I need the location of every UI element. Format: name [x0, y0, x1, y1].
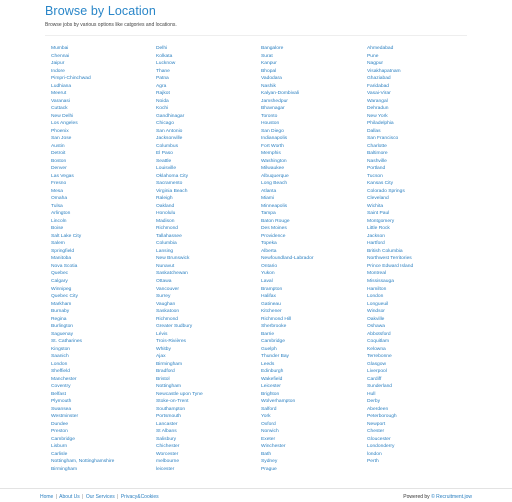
location-link[interactable]: St Albans: [156, 429, 177, 435]
location-link[interactable]: Gatineau: [261, 301, 281, 307]
location-link[interactable]: Nottingham, Nottinghamshire: [51, 459, 115, 465]
location-link[interactable]: Quebec: [51, 271, 69, 277]
location-link[interactable]: Nunavut: [156, 263, 175, 269]
location-link[interactable]: Londonderry: [367, 444, 395, 450]
location-link[interactable]: St. Catharines: [51, 339, 82, 345]
location-link[interactable]: Chennai: [51, 53, 70, 59]
location-link[interactable]: Leeds: [261, 361, 275, 367]
location-link[interactable]: Boise: [51, 226, 64, 232]
location-link[interactable]: Tulsa: [51, 203, 63, 209]
location-link[interactable]: Bradford: [156, 369, 175, 375]
location-link[interactable]: Noida: [156, 98, 169, 104]
location-link[interactable]: Phoenix: [51, 128, 69, 134]
location-link[interactable]: leicester: [156, 466, 175, 472]
location-link[interactable]: Glasgow: [367, 361, 387, 367]
location-link[interactable]: Vancouver: [156, 286, 180, 292]
location-link[interactable]: Newfoundland-Labrador: [261, 256, 314, 262]
location-link[interactable]: Colorado Springs: [367, 188, 405, 194]
location-link[interactable]: Sacramento: [156, 181, 183, 187]
location-link[interactable]: Ontario: [261, 263, 278, 269]
location-link[interactable]: Bhavnagar: [261, 106, 285, 112]
location-link[interactable]: Columbia: [156, 241, 177, 247]
location-link[interactable]: Patna: [156, 76, 169, 82]
location-link[interactable]: San Jose: [51, 136, 72, 142]
location-link[interactable]: Delhi: [156, 46, 168, 51]
location-link[interactable]: New York: [367, 113, 388, 119]
location-link[interactable]: Ludhiana: [51, 83, 72, 89]
location-link[interactable]: Detroit: [51, 151, 66, 157]
location-link[interactable]: Nagpur: [367, 61, 384, 67]
location-link[interactable]: Longueuil: [367, 301, 389, 307]
location-link[interactable]: Kochi: [156, 106, 169, 112]
location-link[interactable]: Lancaster: [156, 421, 178, 427]
footer-nav: [40, 494, 159, 500]
location-link[interactable]: Richmond: [156, 226, 179, 232]
location-link[interactable]: Newcastle upon Tyne: [156, 391, 203, 397]
location-link[interactable]: Sheffield: [51, 369, 70, 375]
location-column-4: [367, 45, 472, 466]
location-link[interactable]: Dehradun: [367, 106, 389, 112]
location-link[interactable]: Baton Rouge: [261, 218, 290, 224]
location-link[interactable]: Norwich: [261, 429, 279, 435]
location-link[interactable]: Brighton: [261, 391, 280, 397]
location-link[interactable]: Richmond Hill: [261, 316, 292, 322]
location-link[interactable]: Tallahassee: [156, 233, 182, 239]
location-link[interactable]: Baltimore: [367, 151, 388, 157]
location-link[interactable]: Coquitlam: [367, 339, 390, 345]
location-link[interactable]: Plymouth: [51, 399, 72, 405]
location-link[interactable]: Jackson: [367, 233, 385, 239]
location-link[interactable]: Lansing: [156, 248, 174, 254]
location-link[interactable]: Vasai-Virar: [367, 91, 391, 97]
location-link[interactable]: Salem: [51, 241, 65, 247]
location-link[interactable]: Southampton: [156, 406, 186, 412]
location-column-1: [51, 45, 156, 473]
location-link[interactable]: Philadelphia: [367, 121, 394, 127]
location-link[interactable]: Newport: [367, 421, 386, 427]
location-link[interactable]: Prague: [261, 466, 277, 472]
location-link[interactable]: Vadodara: [261, 76, 282, 82]
location-link[interactable]: Carlisle: [51, 451, 68, 457]
location-link[interactable]: Terrebonne: [367, 354, 392, 360]
footer-separator: |: [117, 494, 119, 500]
location-link[interactable]: Madison: [156, 218, 175, 224]
location-link[interactable]: Burlington: [51, 324, 74, 330]
location-link[interactable]: Lincoln: [51, 218, 67, 224]
location-link[interactable]: Barrie: [261, 331, 275, 337]
location-link[interactable]: Bangalore: [261, 46, 284, 51]
location-link[interactable]: Calgary: [51, 278, 68, 284]
footer-link-our-services[interactable]: Our Services: [85, 494, 115, 500]
location-link[interactable]: Prince Edward Island: [367, 263, 414, 269]
location-link[interactable]: Stoke-on-Trent: [156, 399, 189, 405]
location-link[interactable]: Portland: [367, 166, 386, 172]
location-link[interactable]: Fresno: [51, 181, 67, 187]
location-link[interactable]: Brampton: [261, 286, 283, 292]
location-link[interactable]: Cambridge: [261, 339, 285, 345]
location-link[interactable]: Varanasi: [51, 98, 70, 104]
location-link[interactable]: York: [261, 414, 271, 420]
location-link[interactable]: Saskatchewan: [156, 271, 188, 277]
location-link[interactable]: Leicester: [261, 384, 281, 390]
location-link[interactable]: Bristol: [156, 376, 170, 382]
location-link[interactable]: Manitoba: [51, 256, 72, 262]
location-link[interactable]: Ghaziabad: [367, 76, 391, 82]
location-link[interactable]: Oakland: [156, 203, 175, 209]
location-link[interactable]: Thane: [156, 68, 170, 74]
location-link[interactable]: Markham: [51, 301, 72, 307]
footer-link-about-us[interactable]: About Us: [59, 494, 80, 500]
location-link[interactable]: Ahmedabad: [367, 46, 394, 51]
location-link[interactable]: Tucson: [367, 173, 383, 179]
location-link[interactable]: Indore: [51, 68, 65, 74]
location-link[interactable]: Minneapolis: [261, 203, 288, 209]
location-link[interactable]: Virginia Beach: [156, 188, 188, 194]
location-link[interactable]: British Columbia: [367, 248, 403, 254]
location-link[interactable]: Oakville: [367, 316, 385, 322]
location-link[interactable]: Cleveland: [367, 196, 389, 202]
location-link[interactable]: Memphis: [261, 151, 281, 157]
location-link[interactable]: Wolverhampton: [261, 399, 296, 405]
location-link[interactable]: Jaipur: [51, 61, 65, 67]
location-link[interactable]: Lucknow: [156, 61, 176, 67]
location-link[interactable]: Whitby: [156, 346, 171, 352]
header-divider: [45, 35, 467, 36]
location-link[interactable]: Omaha: [51, 196, 68, 202]
location-column-3: [261, 45, 366, 473]
location-link[interactable]: Tampa: [261, 211, 276, 217]
location-link[interactable]: Raleigh: [156, 196, 173, 202]
location-link[interactable]: Atlanta: [261, 188, 277, 194]
location-link[interactable]: Peterborough: [367, 414, 397, 420]
location-link[interactable]: Belfast: [51, 391, 66, 397]
location-link[interactable]: Lévis: [156, 331, 168, 337]
location-link[interactable]: Charlotte: [367, 143, 387, 149]
location-link[interactable]: Dallas: [367, 128, 381, 134]
location-link[interactable]: Saanich: [51, 354, 69, 360]
location-link[interactable]: Hull: [367, 391, 376, 397]
location-link[interactable]: Houston: [261, 121, 280, 127]
location-link[interactable]: Sherbrooke: [261, 324, 287, 330]
location-link[interactable]: San Francisco: [367, 136, 399, 142]
footer-separator: |: [82, 494, 84, 500]
location-link[interactable]: Dundee: [51, 421, 69, 427]
location-link[interactable]: Liverpool: [367, 369, 387, 375]
page-subtitle: Browse jobs by various options like catgories and locations.: [45, 22, 177, 28]
location-link[interactable]: Northwest Territories: [367, 256, 412, 262]
location-link[interactable]: Las Vegas: [51, 173, 74, 179]
footer-link-privacy-cookies[interactable]: Privacy&Cookies: [120, 494, 159, 500]
location-link[interactable]: Jamshedpur: [261, 98, 288, 104]
location-link[interactable]: Montreal: [367, 271, 387, 277]
location-link[interactable]: Richmond: [156, 316, 179, 322]
location-link[interactable]: Saint Paul: [367, 211, 390, 217]
location-link[interactable]: Los Angeles: [51, 121, 78, 127]
location-link[interactable]: Boston: [51, 158, 67, 164]
location-link[interactable]: Lisburn: [51, 444, 68, 450]
location-link[interactable]: Surrey: [156, 294, 171, 300]
location-link[interactable]: Topeka: [261, 241, 277, 247]
location-link[interactable]: Kanpur: [261, 61, 277, 67]
location-link[interactable]: Providence: [261, 233, 286, 239]
location-link[interactable]: Manchester: [51, 376, 77, 382]
location-link[interactable]: Oshawa: [367, 324, 385, 330]
location-link[interactable]: Winchester: [261, 444, 286, 450]
location-link[interactable]: london: [367, 451, 382, 457]
location-link[interactable]: Westminster: [51, 414, 79, 420]
location-link[interactable]: Oxford: [261, 421, 276, 427]
location-link[interactable]: Des Moines: [261, 226, 287, 232]
location-link[interactable]: Meerut: [51, 91, 67, 97]
location-link[interactable]: Gloucester: [367, 436, 391, 442]
location-link[interactable]: San Antonio: [156, 128, 183, 134]
location-link[interactable]: Faridabad: [367, 83, 390, 89]
location-link[interactable]: Windsor: [367, 309, 385, 315]
location-link[interactable]: Wichita: [367, 203, 384, 209]
location-link[interactable]: Nottingham: [156, 384, 182, 390]
footer-divider: [0, 488, 512, 489]
location-link[interactable]: Visakhapatnam: [367, 68, 401, 74]
location-link[interactable]: Fort Worth: [261, 143, 285, 149]
location-link[interactable]: Cambridge: [51, 436, 75, 442]
location-link[interactable]: Cardiff: [367, 376, 382, 382]
location-link[interactable]: San Diego: [261, 128, 284, 134]
location-link[interactable]: Warangal: [367, 98, 388, 104]
location-link[interactable]: Salt Lake City: [51, 233, 82, 239]
location-link[interactable]: Indianapolis: [261, 136, 288, 142]
location-link[interactable]: Wakefield: [261, 376, 283, 382]
location-link[interactable]: Columbus: [156, 143, 179, 149]
location-link[interactable]: New Delhi: [51, 113, 74, 119]
location-link[interactable]: London: [51, 361, 68, 367]
location-link[interactable]: Abbotsford: [367, 331, 391, 337]
location-link[interactable]: Surat: [261, 53, 273, 59]
location-link[interactable]: Chichester: [156, 444, 180, 450]
location-link[interactable]: Vaughan: [156, 301, 176, 307]
location-link[interactable]: Salisbury: [156, 436, 177, 442]
location-link[interactable]: Toronto: [261, 113, 278, 119]
location-link[interactable]: New Brunswick: [156, 256, 190, 262]
location-link[interactable]: Kalyan-Dombivali: [261, 91, 300, 97]
location-link[interactable]: Nashville: [367, 158, 387, 164]
location-link[interactable]: Chicago: [156, 121, 174, 127]
location-link[interactable]: Kelowna: [367, 346, 386, 352]
location-link[interactable]: Sunderland: [367, 384, 393, 390]
location-link[interactable]: Bhopal: [261, 68, 277, 74]
page-title: Browse by Location: [45, 4, 156, 18]
location-link[interactable]: Ajax: [156, 354, 166, 360]
location-link[interactable]: Perth: [367, 459, 379, 465]
location-link[interactable]: Ottawa: [156, 278, 172, 284]
location-column-2: [156, 45, 261, 473]
location-link[interactable]: El Paso: [156, 151, 173, 157]
location-link[interactable]: Hamilton: [367, 286, 387, 292]
location-link[interactable]: Albuquerque: [261, 173, 289, 179]
location-link[interactable]: Thunder Bay: [261, 354, 290, 360]
location-link[interactable]: Long Beach: [261, 181, 288, 187]
location-link[interactable]: Guelph: [261, 346, 277, 352]
location-link[interactable]: Saskatoon: [156, 309, 180, 315]
location-link[interactable]: Kansas City: [367, 181, 394, 187]
location-link[interactable]: Swansea: [51, 406, 72, 412]
location-link[interactable]: Portsmouth: [156, 414, 182, 420]
location-link[interactable]: Little Rock: [367, 226, 390, 232]
location-link[interactable]: Worcester: [156, 451, 179, 457]
location-link[interactable]: Nashik: [261, 83, 276, 89]
location-link[interactable]: Coventry: [51, 384, 71, 390]
location-link[interactable]: Birmingham: [156, 361, 183, 367]
location-link[interactable]: Oklahoma City: [156, 173, 189, 179]
location-link[interactable]: Miami: [261, 196, 275, 202]
footer-separator: |: [55, 494, 58, 500]
location-link[interactable]: Kingston: [51, 346, 71, 352]
location-link[interactable]: Seattle: [156, 158, 172, 164]
location-link[interactable]: Montgomery: [367, 218, 395, 224]
location-link[interactable]: Mississauga: [367, 278, 394, 284]
footer-link-home[interactable]: Home: [40, 494, 54, 500]
location-link[interactable]: Mesa: [51, 188, 63, 194]
location-link[interactable]: Kitchener: [261, 309, 282, 315]
location-link[interactable]: Saguenay: [51, 331, 74, 337]
location-link[interactable]: Kolkata: [156, 53, 173, 59]
location-link[interactable]: Laval: [261, 278, 273, 284]
location-link[interactable]: Chester: [367, 429, 385, 435]
location-link[interactable]: Halifax: [261, 294, 276, 300]
location-link[interactable]: Jacksonville: [156, 136, 183, 142]
location-link[interactable]: Sydney: [261, 459, 278, 465]
location-link[interactable]: Salford: [261, 406, 277, 412]
location-link[interactable]: Aberdeen: [367, 406, 389, 412]
location-link[interactable]: Pune: [367, 53, 379, 59]
location-link[interactable]: Austin: [51, 143, 65, 149]
location-link[interactable]: Hartford: [367, 241, 385, 247]
location-link[interactable]: Honolulu: [156, 211, 176, 217]
location-link[interactable]: Regina: [51, 316, 67, 322]
location-link[interactable]: melbourne: [156, 459, 180, 465]
location-link[interactable]: Edinburgh: [261, 369, 284, 375]
location-link[interactable]: Cuttack: [51, 106, 68, 112]
location-link[interactable]: Agra: [156, 83, 167, 89]
location-link[interactable]: Burnaby: [51, 309, 70, 315]
location-link[interactable]: Nova Scotia: [51, 263, 78, 269]
location-link[interactable]: London: [367, 294, 384, 300]
location-link[interactable]: Alberta: [261, 248, 277, 254]
powered-by-link[interactable]: © Recruitment.jow: [431, 494, 472, 500]
location-link[interactable]: Pimpri-Chinchwad: [51, 76, 91, 82]
location-link[interactable]: Milwaukee: [261, 166, 285, 172]
location-link[interactable]: Rajkot: [156, 91, 170, 97]
location-link[interactable]: Arlington: [51, 211, 71, 217]
location-link[interactable]: Greater Sudbury: [156, 324, 193, 330]
location-link[interactable]: Winnipeg: [51, 286, 72, 292]
location-link[interactable]: Trois-Rivières: [156, 339, 186, 345]
location-link[interactable]: Gandhinagar: [156, 113, 185, 119]
location-link[interactable]: Quebec City: [51, 294, 78, 300]
powered-by: [403, 494, 472, 500]
location-link[interactable]: Bath: [261, 451, 272, 457]
location-link[interactable]: Mumbai: [51, 46, 69, 51]
location-link[interactable]: Birmingham: [51, 466, 78, 472]
powered-by-prefix: Powered by: [403, 494, 430, 500]
location-link[interactable]: Exeter: [261, 436, 276, 442]
location-link[interactable]: Yukon: [261, 271, 275, 277]
location-link[interactable]: Washington: [261, 158, 287, 164]
location-link[interactable]: Preston: [51, 429, 68, 435]
location-link[interactable]: Derby: [367, 399, 381, 405]
location-link[interactable]: Louisville: [156, 166, 177, 172]
location-link[interactable]: Denver: [51, 166, 67, 172]
location-link[interactable]: Springfield: [51, 248, 75, 254]
